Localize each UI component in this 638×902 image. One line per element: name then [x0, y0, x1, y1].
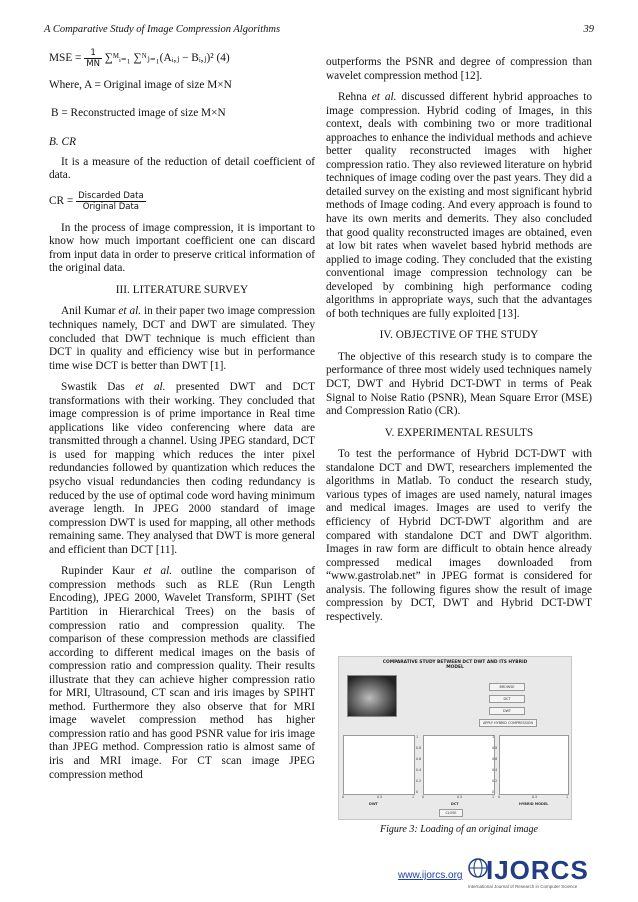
section-heading-literature: III. LITERATURE SURVEY: [115, 283, 249, 296]
x-tick-label: 0: [342, 795, 345, 799]
y-tick-label: 0.4: [492, 768, 498, 772]
cr-equation: [49, 191, 315, 212]
cr-fraction: [76, 191, 146, 212]
journal-url-link[interactable]: www.ijorcs.org: [398, 870, 463, 881]
dct-button[interactable]: DCT: [489, 695, 525, 703]
plot-label-dwt: DWT: [369, 802, 378, 806]
plot-dct: [423, 735, 498, 795]
etal-rehna: et al.: [371, 91, 397, 104]
y-tick-label: 1: [492, 735, 495, 739]
paragraph-continued: outperforms the PSNR and degree of compression than wavelet compression method [12].: [326, 56, 592, 82]
logo-tagline: International Journal of Research in Computer Science: [468, 884, 578, 889]
where-a: Where, A = Original image of size M×N: [49, 79, 232, 91]
mse-rhs: ∑ᴹᵢ₌₁ ∑ᴺⱼ₌₁(Aᵢ,ⱼ − Bᵢ,ⱼ)² (4): [104, 52, 230, 65]
paragraph-objective: The objective of this research study is to compare the performance of three most widely used techniques namely DCT, DWT and Hybrid DCT-DWT in terms of Peak Signal to Noise Ratio (PSNR), Mean Square Error (MSE) and Compression Ratio (CR).: [326, 350, 592, 418]
figure-caption: Figure 3: Loading of an original image: [380, 824, 538, 835]
right-column: [326, 56, 592, 632]
mse-frac-num: 1: [84, 48, 102, 59]
text-rehna: discussed different hybrid approaches to image compression. Hybrid coding of Images, in this context, deals with combining two or more traditional approaches to enhance the individual methods and achieve better quality reconstructed images with higher compression ratio. They also reviewed literature on hybrid techniques of image coding over the past years. They did a detailed survey on the existing and most significant hybrid methods of Image coding. And every approach is found to have its own merits and demerits. They also concluded that good quality reconstructed images are obtained, even at low bit rates when wavelet based hybrid methods are applied to image coding. They concluded that the existing conventional image compression technology can be developed by combining high performance coding algorithms in appropriate ways, such that the advantages of both techniques are fully exploited [13].: [326, 91, 593, 320]
y-tick-label: 1: [416, 735, 419, 739]
y-tick-label: 0.6: [416, 757, 422, 761]
mse-equation: [49, 48, 315, 69]
x-tick-label: 0.5: [532, 795, 538, 799]
x-tick-label: 1: [566, 795, 569, 799]
left-column: [49, 48, 315, 790]
section-heading-objective: IV. OBJECTIVE OF THE STUDY: [379, 329, 539, 342]
y-tick-label: 0.4: [416, 768, 422, 772]
y-tick-label: 0.2: [492, 779, 498, 783]
paragraph-swastik: [49, 381, 315, 557]
etal-rupinder: et al.: [143, 565, 173, 578]
cr-frac-num: Discarded Data: [78, 190, 144, 201]
plot-dwt: [343, 735, 415, 795]
paragraph-anil: [49, 305, 315, 373]
mse-lhs: MSE =: [49, 52, 82, 65]
running-head: [44, 24, 594, 38]
etal-swastik: et al.: [135, 381, 166, 394]
cr-paragraph: In the process of image compression, it is important to know how much important coefficient one can discard from input data in order to preserve critical information of the original data.: [49, 221, 315, 275]
mse-frac-den: MN: [86, 59, 100, 69]
plot-label-dct: DCT: [451, 802, 459, 806]
figure-gui-title-line2: MODEL: [446, 665, 464, 670]
y-tick-label: 0: [492, 790, 495, 794]
plot-hybrid: [499, 735, 569, 795]
x-tick-label: 0: [498, 795, 501, 799]
y-tick-label: 0.8: [416, 746, 422, 750]
author-rupinder: Rupinder Kaur: [61, 565, 135, 578]
close-button[interactable]: CLOSE: [439, 809, 463, 817]
etal-anil: et al.: [118, 305, 142, 318]
figure-matlab-gui: [338, 656, 572, 820]
paragraph-results: To test the performance of Hybrid DCT-DWT with standalone DCT and DWT, researchers implemented the algorithms in Matlab. To conduct the research study, various types of images are used namely, natural images and medical images. Images are used to verify the efficiency of Hybrid DCT-DWT algorithm and are compared with standalone DCT and DWT algorithm. Images in raw form are difficult to obtain hence already compressed medical images downloaded from “www.gastrolab.net” in JPEG format is considered for analysis. The following figures show the result of image compression by DCT, DWT and Hybrid DCT-DWT respectively.: [326, 448, 592, 623]
x-tick-label: 1: [492, 795, 495, 799]
dwt-button[interactable]: DWT: [489, 707, 525, 715]
knee-mri-image: [347, 675, 397, 717]
text-anil: in their paper two image compression techniques namely, DCT and DWT are simulated. They concluded that DWT technique is much efficient than DCT in quality and efficiency wise but in performance time wise DCT is better than DWT [1].: [49, 305, 315, 372]
author-rehna: Rehna: [338, 91, 367, 104]
y-tick-label: 0: [416, 790, 419, 794]
text-rupinder: outline the comparison of compression methods such as RLE (Run Length Encoding), JPEG 2000, Wavelet Transform, SPIHT (Set Partition in Hierarchical Trees) on the basis of compression ratio and compression quality. The comparison of these compression methods are classified according to different medical images on the basis of compression ratio and compression quality. Their results illustrate that they can achieve higher compression ratio for MRI, Ultrasound, CT scan and iris images by SPIHT method. Furthermore they also observe that for MRI image wavelet compression method has higher compression ratio and has good PSNR value for iris image than JPEG method. Compression ratio is almost same of iris and MRI image. For CT scan image JPEG compression method: [49, 565, 316, 781]
browse-button[interactable]: BROWSE: [489, 683, 525, 691]
y-tick-label: 0.6: [492, 757, 498, 761]
where-b: B = Reconstructed image of size M×N: [51, 106, 226, 119]
page-number: 39: [583, 24, 594, 35]
paragraph-rupinder: [49, 565, 315, 782]
x-tick-label: 1: [412, 795, 415, 799]
logo-text: IJORCS: [486, 855, 589, 885]
cr-lhs: CR =: [49, 194, 74, 207]
y-tick-label: 0.2: [416, 779, 422, 783]
y-tick-label: 0.8: [492, 746, 498, 750]
hybrid-compression-button[interactable]: APPLY HYBRID COMPRESSION: [479, 719, 537, 727]
figure-gui-title-line1: COMPARATIVE STUDY BETWEEN DCT DWT AND ITS HYBRID: [382, 660, 528, 665]
section-heading-results: V. EXPERIMENTAL RESULTS: [384, 426, 534, 439]
ijorcs-logo: [466, 852, 606, 892]
plot-label-hybrid: HYBRID MODEL: [519, 802, 549, 806]
text-swastik: presented DWT and DCT transformations with their working. They concluded that image compression is of prime importance in Real time applications like video conferencing where data are transmitted through a channel. Using JPEG standard, DCT is used for mapping which reduces the inter pixel redundancies followed by quantization which reduces the psycho visual redundancies then coding redundancy is reduced by the use of optimal code word having minimum average length. In JPEG 2000 standard of image compression DWT is used for mapping, all other methods remaining same. They analysed that DWT is more general and efficient than DCT [11].: [49, 381, 315, 556]
author-anil: Anil Kumar: [61, 305, 116, 318]
x-tick-label: 0.5: [457, 795, 463, 799]
x-tick-label: 0.5: [377, 795, 383, 799]
author-swastik: Swastik Das: [61, 381, 125, 394]
figure-gui-title: [339, 660, 571, 670]
cr-frac-den: Original Data: [82, 201, 140, 212]
mse-fraction: [84, 48, 102, 69]
cr-heading: B. CR: [49, 136, 76, 149]
cr-definition: It is a measure of the reduction of detail coefficient of data.: [49, 155, 315, 182]
paragraph-rehna: [326, 91, 592, 321]
journal-title: A Comparative Study of Image Compression Algorithms: [44, 24, 281, 35]
x-tick-label: 0: [422, 795, 425, 799]
